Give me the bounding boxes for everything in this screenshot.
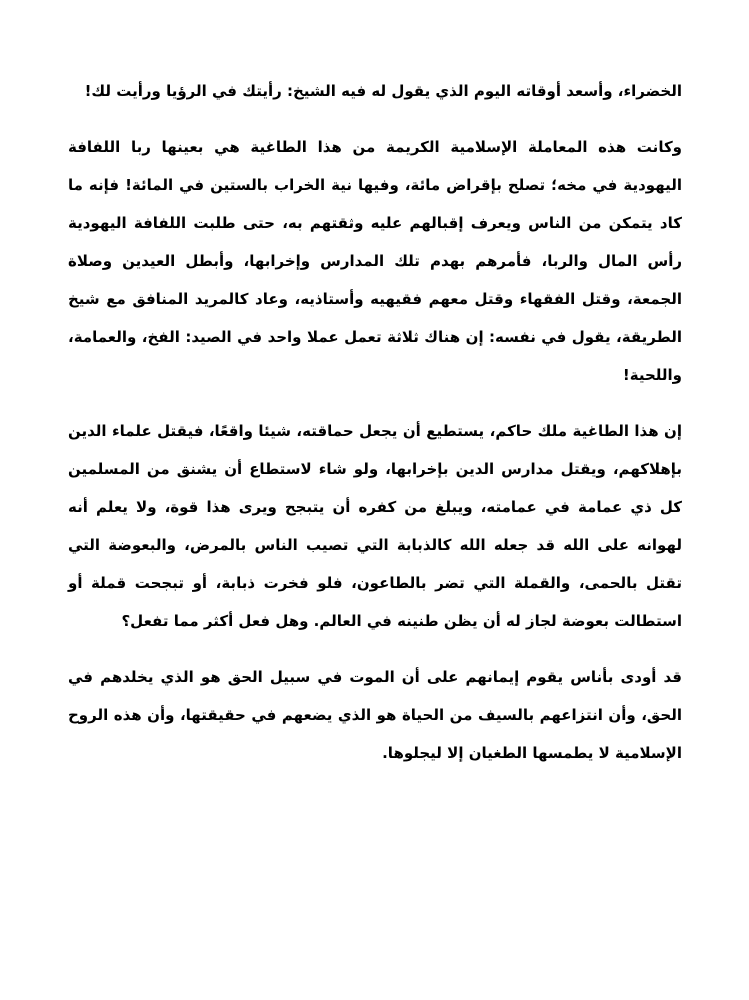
paragraph: وكانت هذه المعاملة الإسلامية الكريمة من هذا الطاغية هي بعينها ربا اللفافة اليهودية في مخه؛ تصلح بإقراض مائة، وفيها نية الخراب بالستين في المائة! فإنه ما كاد يتمكن من الناس ويعرف إقبالهم عليه وثقتهم به، حتى طلبت اللفافة اليهودية رأس المال والربا، فأمرهم بهدم تلك المدارس وإخرابها، وأبطل العيدين وصلاة الجمعة، وقتل الفقهاء وقتل معهم فقيهيه وأستاذيه، وعاد كالمريد المنافق مع شيخ الطريقة، يقول في نفسه: إن هناك ثلاثة تعمل عملا واحد في الصيد: الفخ، والعمامة، واللحية! bbox=[68, 138, 682, 384]
page-text bbox=[68, 72, 682, 790]
paragraph: إن هذا الطاغية ملك حاكم، يستطيع أن يجعل حماقته، شيئا واقعًا، فيقتل علماء الدين بإهلاكهم، ويقتل مدارس الدين بإخرابها، ولو شاء لاستطاع أن يشنق من المسلمين كل ذي عمامة في عمامته، ويبلغ من كفره أن يتبجح ويرى هذا قوة، ولا يعلم أنه لهوانه على الله قد جعله الله كالذبابة التي تصيب الناس بالمرض، والبعوضة التي تقتل بالحمى، والقملة التي تضر بالطاعون، فلو فخرت ذبابة، أو تبجحت قملة أو استطالت بعوضة لجاز له أن يظن طنينه في العالم. وهل فعل أكثر مما تفعل؟ bbox=[68, 422, 682, 630]
paragraph: الخضراء، وأسعد أوقاته اليوم الذي يقول له فيه الشيخ: رأيتك في الرؤيا ورأيت لك! bbox=[84, 82, 682, 100]
paragraph: قد أودى بأناس يقوم إيمانهم على أن الموت في سبيل الحق هو الذي يخلدهم في الحق، وأن انتزاعهم بالسيف من الحياة هو الذي يضعهم في حقيقتها، وأن هذه الروح الإسلامية لا يطمسها الطغيان إلا ليجلوها. bbox=[68, 668, 682, 762]
